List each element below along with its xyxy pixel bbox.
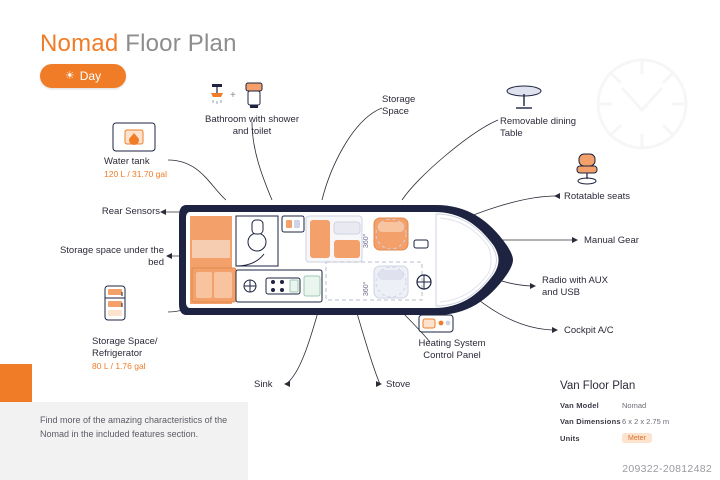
callout-water-tank-label: Water tank	[104, 156, 150, 167]
day-mode-button[interactable]	[40, 64, 126, 88]
spec-value-van-model: Nomad	[622, 401, 647, 410]
watermark-id: 209322-20812482	[622, 463, 712, 475]
callout-stove	[386, 379, 422, 391]
spec-row	[560, 433, 710, 443]
callout-storage-space	[382, 94, 442, 118]
spec-panel	[560, 380, 710, 450]
svg-text:+: +	[230, 90, 236, 101]
dining-table-icon	[504, 82, 544, 112]
callout-sink-label: Sink	[254, 379, 273, 390]
callout-rear-sensors	[66, 206, 160, 218]
rotatable-seat-icon	[572, 152, 602, 186]
page-title-rest: Floor Plan	[118, 30, 237, 57]
callout-stove-label: Stove	[386, 379, 411, 390]
page-title	[40, 30, 237, 58]
control-panel-icon	[418, 312, 454, 336]
callout-heating-panel-label: Heating System Control Panel	[418, 338, 486, 362]
shower-toilet-icon	[202, 80, 270, 112]
callout-radio-label: Radio with AUX and USB	[542, 275, 609, 299]
callout-refrigerator	[92, 336, 180, 372]
water-tank-icon	[112, 122, 156, 152]
callout-manual-gear-label: Manual Gear	[584, 235, 639, 246]
footnote-text: Find more of the amazing characteristics of the Nomad in the included features section.	[40, 415, 228, 439]
callout-rotatable-seats-label: Rotatable seats	[564, 191, 631, 202]
spec-key-van-dimensions: Van Dimensions	[560, 417, 621, 426]
callout-heating-panel	[404, 338, 500, 362]
callout-water-tank-capacity: 120 L / 31.70 gal	[104, 169, 168, 180]
sun-icon: ☀	[64, 69, 75, 82]
callout-cockpit-ac-label: Cockpit A/C	[564, 325, 614, 336]
gear-watermark-icon	[582, 44, 702, 164]
callout-refrigerator-label: Storage Space/ Refrigerator	[92, 336, 158, 360]
svg-text:360°: 360°	[363, 233, 370, 248]
spec-row	[560, 401, 710, 410]
callout-storage-under-bed	[46, 245, 164, 269]
callout-storage-under-bed-label: Storage space under the bed	[59, 245, 164, 269]
callout-storage-space-label: Storage Space	[382, 94, 416, 118]
callout-water-tank	[104, 156, 190, 180]
svg-text:360°: 360°	[363, 281, 370, 296]
callout-refrigerator-capacity: 80 L / 1.76 gal	[92, 361, 146, 372]
callout-cockpit-ac	[564, 325, 654, 337]
callout-dining-table	[500, 116, 586, 140]
accent-strip	[0, 364, 32, 402]
callout-rotatable-seats	[564, 191, 660, 203]
callout-sink	[254, 379, 284, 391]
callout-rear-sensors-label: Rear Sensors	[101, 206, 160, 217]
callout-manual-gear	[584, 235, 674, 247]
spec-value-van-dimensions: 6 x 2 x 2.75 m	[622, 417, 670, 426]
van-floorplan	[178, 196, 520, 322]
spec-panel-heading: Van Floor Plan	[560, 380, 636, 392]
spec-key-van-model: Van Model	[560, 401, 599, 410]
spec-key-units: Units	[560, 433, 580, 443]
callout-bathroom-label: Bathroom with shower and toilet	[205, 114, 299, 138]
units-chip[interactable]: Meter	[622, 433, 652, 443]
day-mode-label: Day	[79, 69, 102, 83]
callout-radio	[542, 275, 622, 299]
callout-bathroom	[196, 114, 308, 138]
page-title-brand: Nomad	[40, 30, 119, 57]
callout-dining-table-label: Removable dining Table	[500, 116, 577, 140]
fridge-icon	[100, 284, 130, 324]
spec-row	[560, 417, 710, 426]
